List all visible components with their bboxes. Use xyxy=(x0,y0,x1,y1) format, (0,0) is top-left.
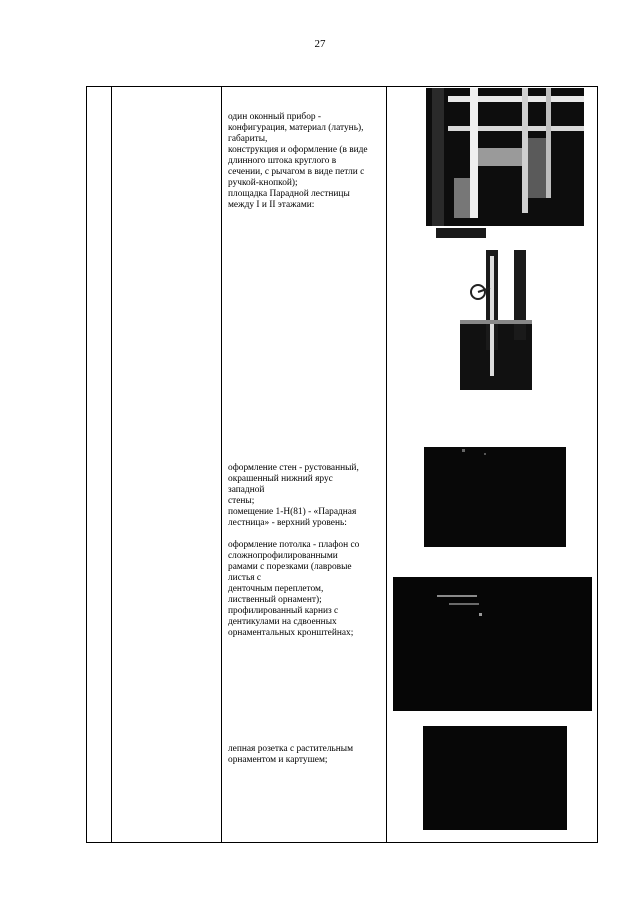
description-walls-ceiling xyxy=(228,463,382,639)
text-line: ручкой-кнопкой); xyxy=(228,178,298,188)
photo-window-frame xyxy=(426,88,584,243)
column-divider xyxy=(111,87,112,842)
page-number: 27 xyxy=(314,38,326,50)
text-line: рамами с порезками (лавровые xyxy=(228,562,352,572)
text-line: лестница» - верхний уровень: xyxy=(228,518,347,528)
photo-ceiling-rosette xyxy=(423,726,567,830)
text-line: листья с xyxy=(228,573,262,583)
text-line: профилированный карниз с xyxy=(228,606,339,616)
paragraph-gap xyxy=(228,529,382,540)
photo-ceiling-plafond xyxy=(393,577,592,711)
text-line: орнаментальных кронштейнах; xyxy=(228,628,354,638)
text-line: между I и II этажами: xyxy=(228,200,315,210)
text-line: длинного штока круглого в xyxy=(228,156,337,166)
text-line: сечении, с рычагом в виде петли с xyxy=(228,167,365,177)
text-line: помещение 1-Н(81) - «Парадная xyxy=(228,507,357,517)
text-line: один оконный прибор - xyxy=(228,112,322,122)
description-window-device xyxy=(228,112,382,211)
text-line: стены; xyxy=(228,496,255,506)
text-line: оформление потолка - плафон со xyxy=(228,540,360,550)
column-divider xyxy=(386,87,387,842)
photo-rusticated-wall xyxy=(424,447,566,547)
text-line: денточным переплетом, xyxy=(228,584,324,594)
text-line: конструкция и оформление (в виде xyxy=(228,145,368,155)
description-rosette xyxy=(228,744,382,766)
text-line: сложнопрофилированными xyxy=(228,551,338,561)
text-line: оформление стен - рустованный, xyxy=(228,463,359,473)
text-line: площадка Парадной лестницы xyxy=(228,189,350,199)
text-line: конфигурация, материал (латунь), xyxy=(228,123,364,133)
text-line: окрашенный нижний ярус xyxy=(228,474,333,484)
text-line: лепная розетка с растительным xyxy=(228,744,354,754)
text-line: габариты, xyxy=(228,134,268,144)
photo-window-handle xyxy=(460,250,532,390)
text-line: орнаментом и картушем; xyxy=(228,755,328,765)
text-line: лиственный орнамент); xyxy=(228,595,322,605)
text-line: дентикулами на сдвоенных xyxy=(228,617,337,627)
column-divider xyxy=(221,87,222,842)
text-line: западной xyxy=(228,485,265,495)
